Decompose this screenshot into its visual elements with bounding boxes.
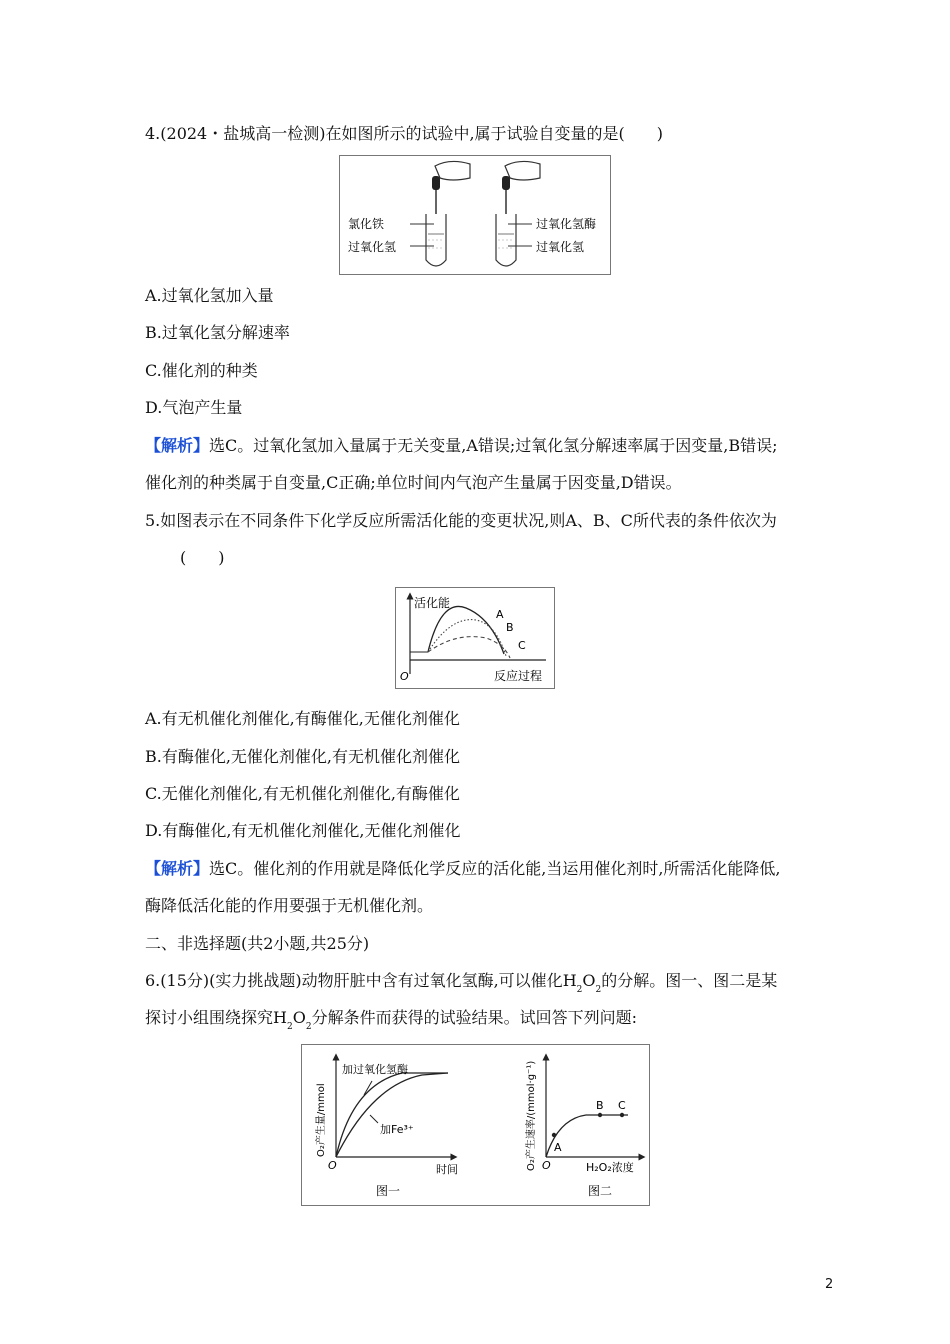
right-bottom-label: 过氧化氢 [536,240,585,254]
right-top-label: 过氧化氢酶 [536,217,597,231]
fig1-y-label: O₂产生量/mmol [316,1083,327,1157]
analysis-tag: 【解析】 [145,436,210,455]
q6-line1-pre: 6.(15分)(实力挑战题)动物肝脏中含有过氧化氢酶,可以催化 [145,971,563,990]
fig2-point-a [552,1133,556,1137]
q6-line1-post: 的分解。图一、图二是某 [601,971,778,990]
curve-b [428,620,506,656]
q5-option-c: C.无催化剂催化,有无机催化剂催化,有酶催化 [145,784,460,803]
q4-stem: 4.(2024・盐城高一检测)在如图所示的试验中,属于试验自变量的是( ) [145,124,664,143]
h2o2-formula: $H_2O_2$ [562,971,602,995]
q5-option-b: B.有酶催化,无催化剂催化,有无机催化剂催化 [145,747,461,766]
q4-analysis-line1 [145,436,778,456]
curve-c-label: C [518,639,526,652]
fig2-label-a: A [554,1141,562,1154]
fig2-y-label: O₂产生速率/(mmol·g⁻¹) [526,1060,537,1171]
fig2-origin: O [542,1159,551,1172]
test-tube-illustration [340,156,610,274]
q5-option-d: D.有酶催化,有无机催化剂催化,无催化剂催化 [145,821,461,840]
left-top-label: 氯化铁 [348,217,385,231]
q5-analysis-text: 选C。催化剂的作用就是降低化学反应的活化能,当运用催化剂时,所需活化能降低, [209,859,781,878]
figure-two [524,1057,642,1198]
q5-analysis-line1 [145,859,781,879]
q5-figure [395,587,555,689]
q5-stem-line2: ( ) [180,548,225,567]
fig1-caption: 图一 [376,1184,401,1198]
fig1-origin: O [328,1159,337,1172]
q4-option-b: B.过氧化氢分解速率 [145,323,290,342]
q5-stem-line1: 5.如图表示在不同条件下化学反应所需活化能的变更状况,则A、B、C所代表的条件依次为 [145,511,777,530]
fig2-caption: 图二 [588,1184,613,1198]
curve-a-label: A [496,608,504,621]
x-axis-label: 反应过程 [494,669,543,683]
origin-label: O [400,670,409,683]
page-number: 2 [825,1277,834,1292]
q4-option-a: A.过氧化氢加入量 [145,286,274,305]
q6-line2-post: 分解条件而获得的试验结果。试回答下列问题: [311,1008,637,1027]
q6-line2-pre: 探讨小组围绕探究 [145,1008,274,1027]
q4-option-c: C.催化剂的种类 [145,361,258,380]
q6-figure [301,1044,650,1206]
q6-line2 [145,1008,637,1031]
q4-analysis-text: 选C。过氧化氢加入量属于无关变量,A错误;过氧化氢分解速率属于因变量,B错误; [209,436,778,455]
y-axis-label: 活化能 [414,596,451,610]
fig1-x-label: 时间 [436,1163,458,1176]
left-bottom-label: 过氧化氢 [348,240,397,254]
q4-analysis-line2: 催化剂的种类属于自变量,C正确;单位时间内气泡产生量属于因变量,D错误。 [145,473,682,492]
left-dropper-bulb [432,176,440,190]
q5-option-a: A.有无机催化剂催化,有酶催化,无催化剂催化 [145,709,460,728]
q5-analysis-line2: 酶降低活化能的作用要强于无机催化剂。 [145,896,434,915]
fig1-curve2-label: 加Fe³⁺ [380,1123,414,1136]
fig1-curve1-label: 加过氧化氢酶 [342,1063,408,1076]
fig1-fe-curve [336,1073,448,1157]
fig2-point-c [620,1113,624,1117]
fig2-label-c: C [618,1099,626,1112]
section2-heading: 二、非选择题(共2小题,共25分) [145,934,370,953]
q6-line1 [145,971,777,994]
activation-energy-chart [396,588,554,688]
figure-one [314,1057,458,1198]
fig1-enzyme-curve [336,1073,448,1157]
q6-charts [302,1045,649,1205]
analysis-tag: 【解析】 [145,859,210,878]
q4-option-d: D.气泡产生量 [145,398,243,417]
right-hand-icon [505,161,540,180]
fig2-label-b: B [596,1099,604,1112]
fig2-x-label: H₂O₂浓度 [586,1161,634,1174]
q4-figure [339,155,611,275]
right-dropper-bulb [502,176,510,190]
left-hand-icon [435,161,470,180]
fig2-point-b [598,1113,602,1117]
h2o2-formula: $H_2O_2$ [273,1008,312,1032]
curve-b-label: B [506,621,514,634]
